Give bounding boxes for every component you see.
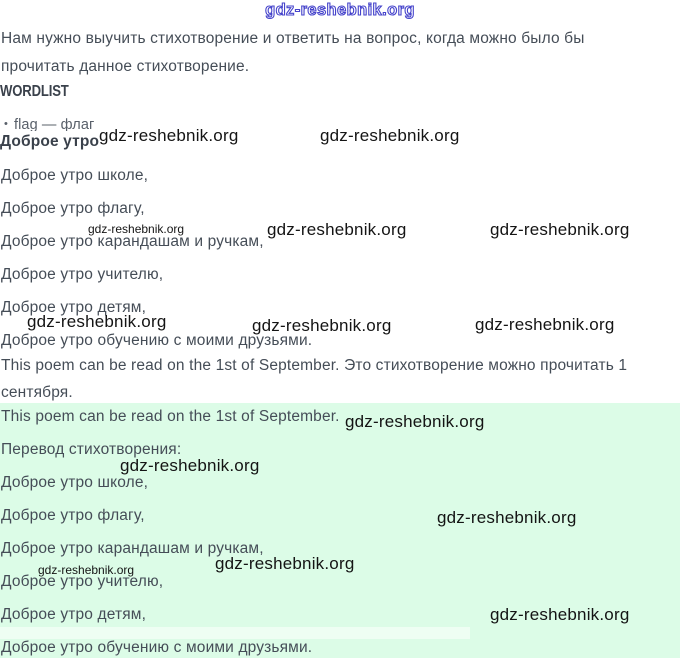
wordlist-item-text: flag — флаг bbox=[13, 117, 95, 131]
watermark: gdz-reshebnik.org bbox=[215, 554, 355, 573]
watermark: gdz-reshebnik.org bbox=[345, 412, 485, 431]
poem-title: Доброе утро bbox=[0, 133, 100, 150]
watermark: gdz-reshebnik.org bbox=[267, 220, 407, 239]
translation-line: Доброе утро учителю, bbox=[1, 573, 164, 590]
watermark: gdz-reshebnik.org bbox=[88, 222, 185, 236]
answer-sentence-line2: сентября. bbox=[1, 384, 73, 401]
translation-line: Доброе утро детям, bbox=[1, 606, 147, 623]
watermark: gdz-reshebnik.org bbox=[120, 456, 260, 475]
watermark: gdz-reshebnik.org bbox=[38, 563, 135, 577]
translation-line: Доброе утро флагу, bbox=[1, 507, 145, 524]
poem-line: Доброе утро карандашам и ручкам, bbox=[1, 233, 264, 250]
task-text-line2: прочитать данное стихотворение. bbox=[1, 58, 250, 75]
watermark: gdz-reshebnik.org bbox=[490, 605, 630, 624]
wordlist-item-flag bbox=[4, 117, 94, 131]
task-text-line1: Нам нужно выучить стихотворение и ответить на вопрос, когда можно было бы bbox=[1, 30, 585, 47]
poem-line: Доброе утро детям, bbox=[1, 299, 147, 316]
wordlist-heading: WORDLIST bbox=[0, 83, 69, 100]
watermark: gdz-reshebnik.org bbox=[99, 126, 239, 145]
translation-line: Доброе утро школе, bbox=[1, 474, 149, 491]
watermark: gdz-reshebnik.org bbox=[27, 312, 167, 331]
translation-line: Доброе утро обучению с моими друзьями. bbox=[1, 639, 313, 656]
answer-sentence-line1: This poem can be read on the 1st of September. Это стихотворение можно прочитать 1 bbox=[1, 357, 628, 374]
watermark: gdz-reshebnik.org bbox=[320, 126, 460, 145]
watermark: gdz-reshebnik.org bbox=[475, 315, 615, 334]
watermark-header: gdz-reshebnik.org bbox=[265, 1, 415, 19]
poem-line: Доброе утро школе, bbox=[1, 167, 149, 184]
poem-line: Доброе утро учителю, bbox=[1, 266, 164, 283]
watermark: gdz-reshebnik.org bbox=[490, 220, 630, 239]
watermark: gdz-reshebnik.org bbox=[437, 508, 577, 527]
poem-line: Доброе утро обучению с моими друзьями. bbox=[1, 332, 313, 349]
translation-label: Перевод стихотворения: bbox=[1, 441, 182, 458]
poem-line: Доброе утро флагу, bbox=[1, 200, 145, 217]
translation-line: Доброе утро карандашам и ручкам, bbox=[1, 540, 264, 557]
bullet-icon: • bbox=[4, 118, 8, 130]
answer-box-english: This poem can be read on the 1st of September. bbox=[1, 408, 340, 425]
watermark: gdz-reshebnik.org bbox=[252, 316, 392, 335]
